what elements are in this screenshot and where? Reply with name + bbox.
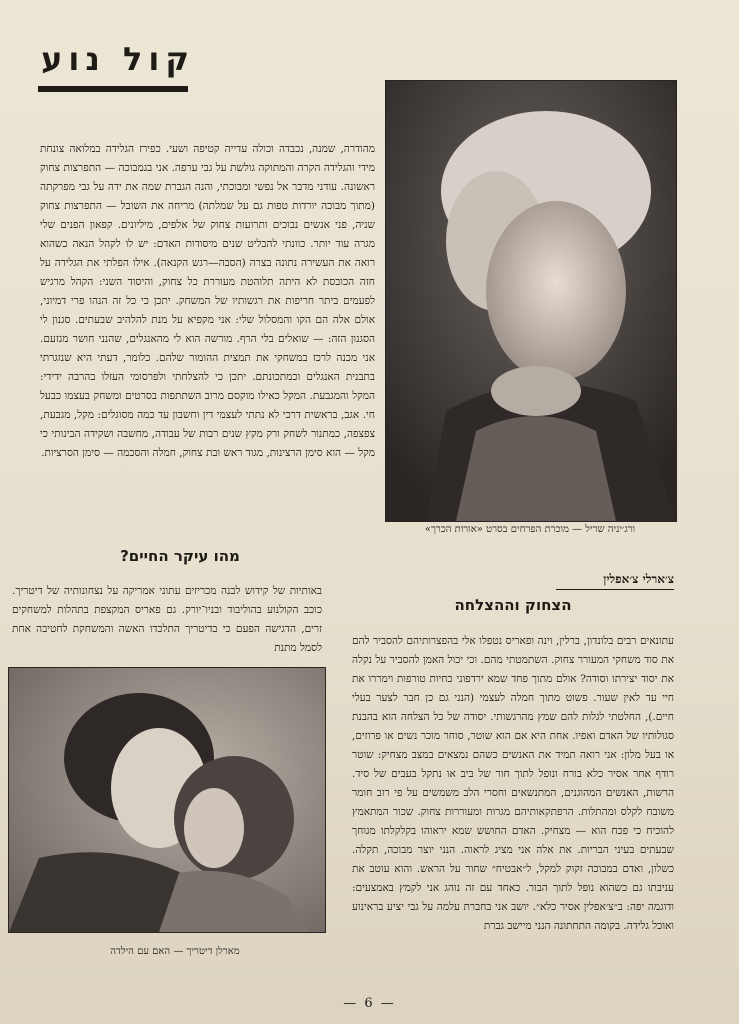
portrait-photo-woman <box>385 80 677 522</box>
portrait-caption: ורג׳יניה שריל — מוכרת הפרחים בסרט «אורות הכרך» <box>424 524 636 535</box>
article-main-question-text: באותיות של קידוש לבנה מכריזים עתוני אמריקה על נצחונותיה של דיטריך. כוכב הקולנוע בהוליבוד ובניו־יורק. גם פאריס המקצפת בתהלות למשחקים זרים, הדגישה הפעם כי בדיטריך התלכדו האשה והמשחקת לחטיבה אחת לסמל מתנת <box>12 585 322 654</box>
article-laughter-text: עתונאים רבים בלונדון, ברלין, וינה ופאריס נטפלו אלי בהפצרותיהם להסביר להם את סוד משחקי המעורר צחוק. השתמטתי מהם. וכי יכול האמן להסביר על נקלה את יסוד יצירתו וסודה? אולם מתוך פחד שמא ירדפוני כחיות טורפות וימררו את חיי עד לאין שעור. פשוט מתוך חמלה לעצמי (הנני גם כן חבר לצער בעלי חיים.), החלטתי לגלות להם שמץ מהרגשותי. יסודה של כל הצלחה הוא בהבנת סגולותיו של האדם ואפיו. אחת היא אם הוא שוטר, סוחר מוכר נשים או פרוזים, או בעל מלון: אני רואה תמיד את האנשים כשהם נמצאים במצב מצחיק: שוטר רודף אחר אסיר כלא בורח ונופל לתוך חור של ביב או נתקל בעבים של סיד. הרשות, האנשים המהוגנים, המתנשאים וחסרי הלב משמשים על פי רוב חומר משובח לקלס ומהתלות. הרפתקאותיהם מגרות ומעוררות צחוק. שכור המתאמץ להוכיח כי פכח הוא — מצחיק. האדם החושש שמא יראוהו בקלקלתו מגוחך שבעתים בעיני הבריות. את אלה אני מציג לראוה. הנני יוצר מבוכה, תקלה. כשלון, ואדם במבוכה זקוק למקל, ל״אבטיח״ שחור על הראש. והוא עוטב את עניבתו גם כשהוא נופל לתוך הבור. כאחד עם זה נוהג אני לקמץ באמצעים: ודוגמה יפה: ב״צ׳אפלין אסיר כלא״. יושב אני בחברת עלמה על גבי יציע בראינוע ואוכל גלידה. בקומה התחתונה הנני מיישב גברת <box>352 635 674 932</box>
article-author: צ׳ארלי צ׳אפלין <box>556 572 674 590</box>
article-heading-laughter: הצחוק וההצלחה <box>454 596 572 614</box>
title-underline <box>38 86 188 92</box>
photo-mother-and-child <box>8 667 326 933</box>
page-number: — 6 — <box>343 996 396 1011</box>
article-heading-main-question: מהו עיקר החיים? <box>120 547 240 565</box>
article-top-text: מהודרה, שמנה, נכבדה וכולה עדייה קטיפה ושעי. כפירז הגלידה במלואה צונחת מידי והגלידה הקרה והמתוקה גולשת על גבי ערפה. אני בגמבוכה — התפרצות צחוק ראשונה. עודני מדבר אל נפשי ומבוכתי, והנה הגברת שמה את ידה על גבי מפרקתה (מתוך מבוכה יורדות טפות גם על שמלתה) מריחה את השובל — התפרצות צחוק שניה, פני אנשים נבוכים ותרועות צחוק של אלפים, מיליונים. קפאון הפנים שלי מגרה עוד יותר. כוונתי להבליט שנים מיסודות האדם: יש לו לקהל הנאה כשהוא רואה את העשירה נתונה בצרה (הסבה—רגש הקנאה). אילו הפלתי את הגלידה על חזה הכובסת לא היתה תלוהטת מעוררת כל צחוק, והיסוד השני: הקהל מרגיש לפעמים ביתר חריפות את רגשותיו של המשחק. יתכן כי כל זה הנהו פרי דמיוני, אולם אלה הם הקו והמסלול שלי: אני מקפיא על מנת להלהיב שבעתים. סגנון לי הסגנון הזה: — שואלים בלי הרף. מורשה הוא לי מהאנגלים, שהנני חושר מגזעם. אני מכנה לרכז במשחקי את תמצית ההומור שלהם. כלומר, דעתי היא שנזגרתי בתבנית האנגלים וכמתכונתם. יתכן כי להצלחתי ולפרסומי העזלו בהרבה ידידי: המקל והמגבעת. המקל כאילו מוקסם מרוב השתתפות בסרטים ומשחק בעצמו כבעל חי. אגב, בראשית דרכי לא נתתי לעצמי דין וחשבון עד כמה מסוגלים: מקל, מגבעת, צפצפה, כמתנור לשחק ורק מקץ שנים רבות של עבודה, מחשבה ושקידה הבינותי כי מקל — הוא סימן הרצינות, מגוד ראש ובת צחוק, חמלה והסכמה — סימן הסרציות. <box>40 143 375 459</box>
photo-caption-dietrich: מארלן דיטריך — האם עם הילדה <box>110 946 240 957</box>
page-title: קול נוע <box>41 40 195 78</box>
